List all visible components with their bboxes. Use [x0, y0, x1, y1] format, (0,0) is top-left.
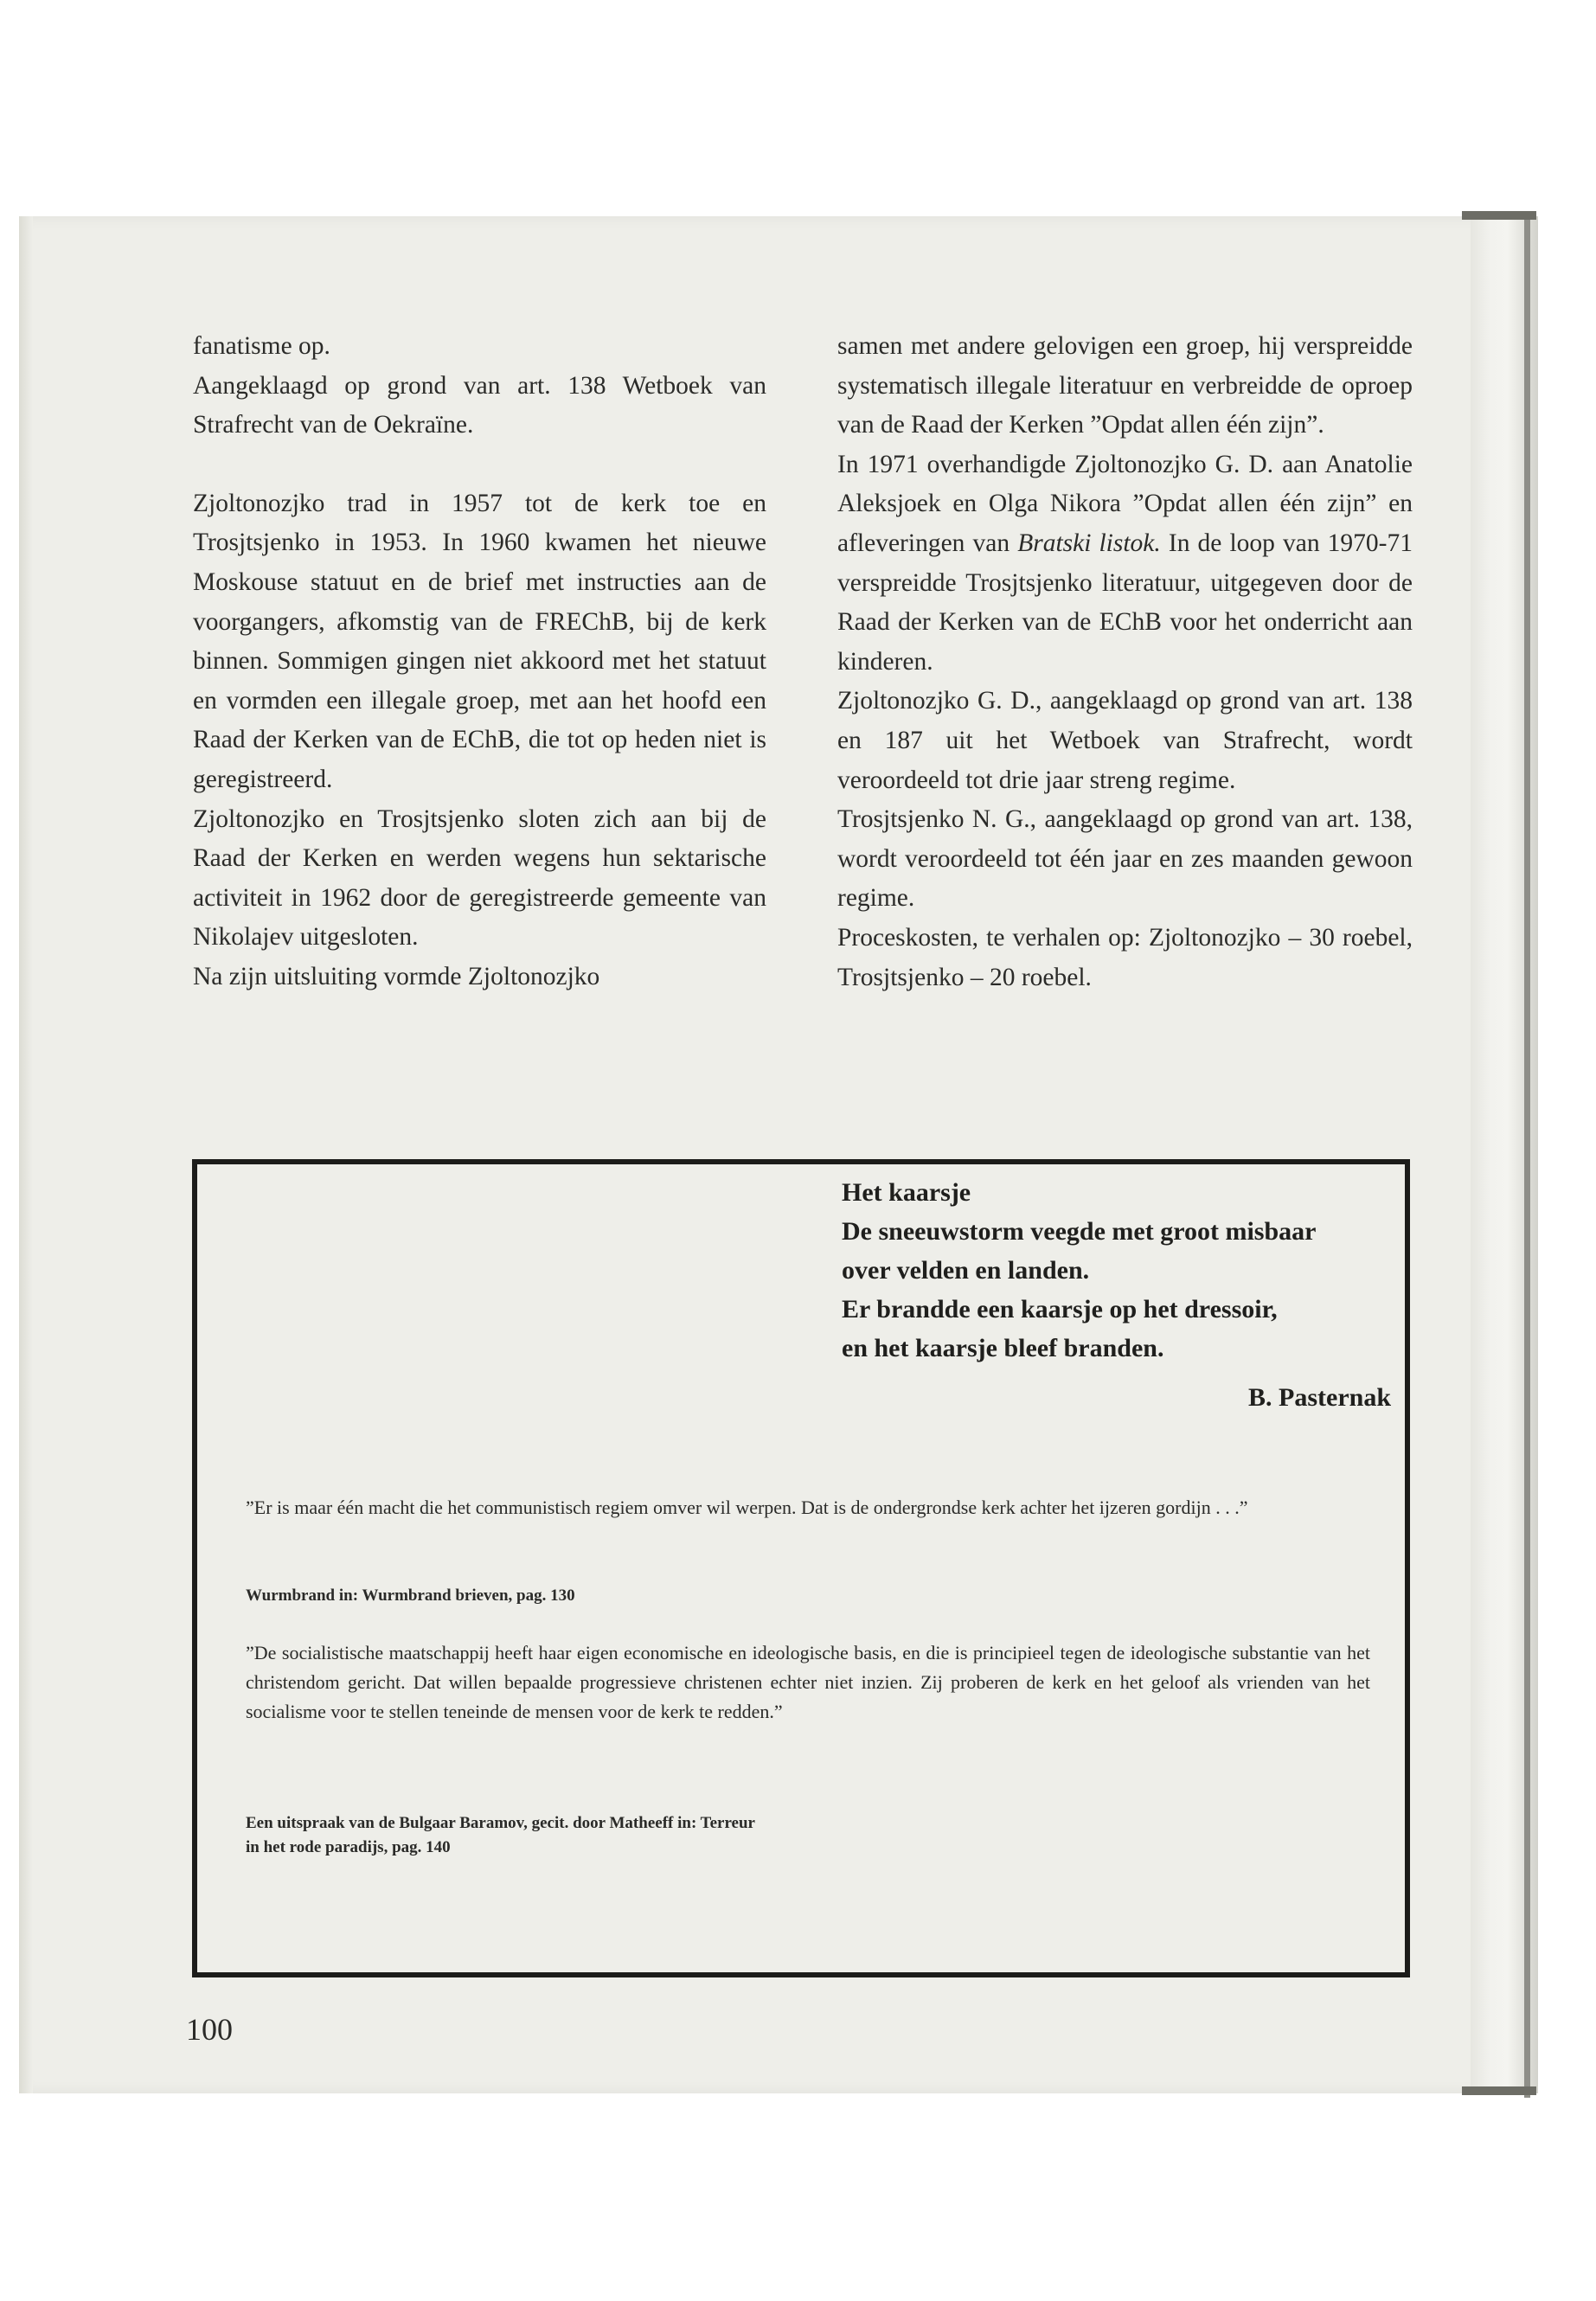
right-paragraph-5: Proceskosten, te verhalen op: Zjoltonozjko – 30 roebel, Trosjtsjenko – 20 roebel.: [837, 923, 1413, 991]
poem-line: en het kaarsje bleef branden.: [842, 1334, 1164, 1362]
page-left-edge: [19, 216, 33, 2093]
left-paragraph-1-line-2: Aangeklaagd op grond van art. 138 Wetboek van Strafrecht van de Oekraïne.: [193, 371, 766, 439]
poem-line: De sneeuwstorm veegde met groot misbaar: [842, 1217, 1317, 1246]
quote-wurmbrand: ”Er is maar één macht die het communistisch regiem omver wil werpen. Dat is de ondergrondse kerk achter het ijzeren gordijn . . .”: [246, 1497, 1248, 1518]
poem: [842, 1173, 1391, 1417]
quote-box: [192, 1159, 1410, 1977]
poem-line: Er brandde een kaarsje op het dressoir,: [842, 1295, 1278, 1324]
left-paragraph-3: Zjoltonozjko en Trosjtsjenko sloten zich aan bij de Raad der Kerken en werden wegens hun sektarische activiteit in 1962 door de geregistreerde gemeente van Nikolajev uitgesloten.: [193, 804, 766, 952]
right-paragraph-2-b: In de loop van 1970-71 verspreidde Trosjtsjenko literatuur, uitgegeven door de Raad der Kerken van de EChB voor het onderricht aan kinderen.: [837, 529, 1413, 676]
left-column: [193, 327, 766, 997]
right-paragraph-2-a: In 1971 overhandigde Zjoltonozjko G. D. aan Anatolie Aleksjoek en Olga Nikora ”Opdat allen één zijn” en afleveringen van: [837, 450, 1413, 557]
spine-cap-top: [1462, 211, 1536, 220]
right-paragraph-4: Trosjtsjenko N. G., aangeklaagd op grond van art. 138, wordt veroordeeld tot één jaar en zes maanden gewoon regime.: [837, 805, 1413, 913]
quote-wurmbrand-source: Wurmbrand in: Wurmbrand brieven, pag. 130: [246, 1586, 575, 1605]
poem-author: B. Pasternak: [1248, 1383, 1391, 1412]
left-paragraph-1-line-1: fanatisme op.: [193, 332, 330, 360]
publication-title-italic: Bratski listok.: [1017, 529, 1161, 557]
left-paragraph-2: Zjoltonozjko trad in 1957 tot de kerk toe en Trosjtsjenko in 1953. In 1960 kwamen het nieuwe Moskouse statuut en de brief met instructies aan de voorgangers, afkomstig van de FREChB, bij de kerk binnen. Sommigen gingen niet akkoord met het statuut en vormden een illegale groep, met aan het hoofd een Raad der Kerken van de EChB, die tot op heden niet is geregistreerd.: [193, 489, 766, 793]
poem-title: Het kaarsje: [842, 1178, 971, 1207]
right-paragraph-1: samen met andere gelovigen een groep, hij verspreidde systematisch illegale literatuur en verbreidde de oproep van de Raad der Kerken ”Opdat allen één zijn”.: [837, 332, 1413, 439]
quote-baramov-source: Een uitspraak van de Bulgaar Baramov, gecit. door Matheeff in: Terreur in het rode paradijs, pag. 140: [246, 1814, 755, 1856]
spine-cap-bottom: [1462, 2086, 1536, 2095]
right-paragraph-2: [837, 445, 1413, 683]
quote-baramov: ”De socialistische maatschappij heeft haar eigen economische en ideologische basis, en die is principieel tegen de ideologische substantie van het christendom gericht. Dat willen bepaalde progressieve christenen echter niet inzien. Zij proberen de kerk en het geloof als vrienden van het socialisme voor te stellen teneinde de mensen voor de kerk te redden.”: [246, 1642, 1370, 1722]
page-number: 100: [186, 2012, 233, 2047]
left-paragraph-4: Na zijn uitsluiting vormde Zjoltonozjko: [193, 962, 600, 990]
right-column: [837, 327, 1413, 997]
right-paragraph-3: Zjoltonozjko G. D., aangeklaagd op grond van art. 138 en 187 uit het Wetboek van Strafrecht, wordt veroordeeld tot drie jaar streng regime.: [837, 687, 1413, 794]
spine-line: [1524, 212, 1530, 2098]
poem-line: over velden en landen.: [842, 1256, 1090, 1285]
